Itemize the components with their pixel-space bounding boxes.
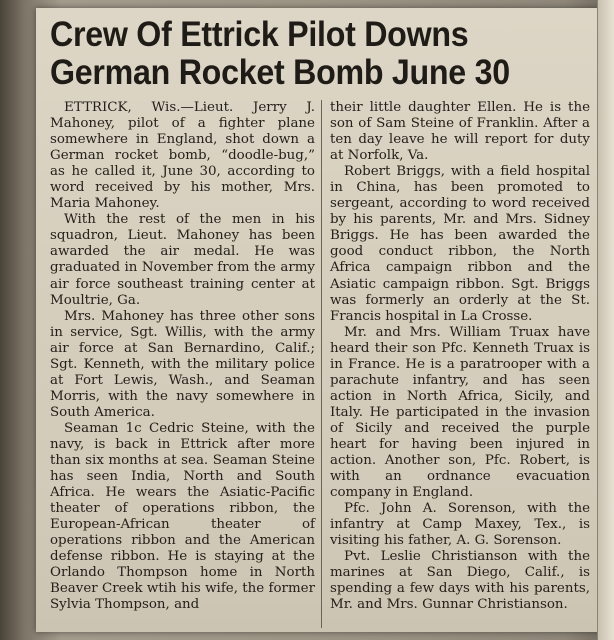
article-paragraph: Robert Briggs, with a field hospital in China, has been promoted to sergeant, according to word received by his parents, Mr. and Mrs. Sidney Briggs. He has been awarded the good conduct ribbon, the North Africa campaign ribbon and the Asiatic campaign ribbon. Sgt. Briggs was formerly an orderly at the St. Francis hospital in La Crosse. — [329, 164, 590, 324]
adjacent-page-edge — [597, 0, 614, 640]
article-paragraph: Mrs. Mahoney has three other sons in service, Sgt. Willis, with the army air force at San Bernardino, Calif.; Sgt. Kenneth, with the military police at Fort Lewis, Wash., and Seaman Morris, with the navy somewhere in South America. — [50, 308, 315, 420]
article-paragraph: their little daughter Ellen. He is the son of Sam Steine of Franklin. After a ten day leave he will report for duty at Norfolk, Va. — [329, 100, 590, 164]
article-column-left — [50, 100, 321, 628]
article-column-right — [321, 100, 590, 628]
article-paragraph: ETTRICK, Wis.—Lieut. Jerry J. Mahoney, pilot of a fighter plane somewhere in England, shot down a German rocket bomb, “doodle-bug,” as he called it, June 30, according to word received by his mother, Mrs. Maria Mahoney. — [50, 100, 315, 212]
article-paragraph: Pfc. John A. Sorenson, with the infantry at Camp Maxey, Tex., is visiting his father, A. G. Sorenson. — [329, 501, 590, 549]
headline — [50, 16, 556, 92]
article-columns — [50, 100, 590, 628]
article-paragraph: Pvt. Leslie Christianson with the marines at San Diego, Calif., is spending a few days with his parents, Mr. and Mrs. Gunnar Christianson. — [329, 549, 590, 613]
article-paragraph: Seaman 1c Cedric Steine, with the navy, is back in Ettrick after more than six months at sea. Seaman Steine has seen India, North and South Africa. He wears the Asiatic-Pacific theater of operations ribbon, the European-African theater of operations ribbon and the American defense ribbon. He is staying at the Orlando Thompson home in North Beaver Creek wtih his wife, the former Sylvia Thompson, and — [50, 420, 315, 613]
newspaper-clipping — [36, 8, 600, 632]
headline-line-2: German Rocket Bomb June 30 — [50, 53, 510, 92]
headline-line-1: Crew Of Ettrick Pilot Downs — [50, 15, 469, 54]
article-paragraph: Mr. and Mrs. William Truax have heard their son Pfc. Kenneth Truax is in France. He is a paratrooper with a parachute infantry, and has seen action in North Africa, Sicily, and Italy. He participated in the invasion of Sicily and received the purple heart for having been injured in action. Another son, Pfc. Robert, is with an ordnance evacuation company in England. — [329, 324, 590, 501]
article-paragraph: With the rest of the men in his squadron, Lieut. Mahoney has been awarded the air medal. He was graduated in November from the army air force southeast training center at Moultrie, Ga. — [50, 212, 315, 308]
